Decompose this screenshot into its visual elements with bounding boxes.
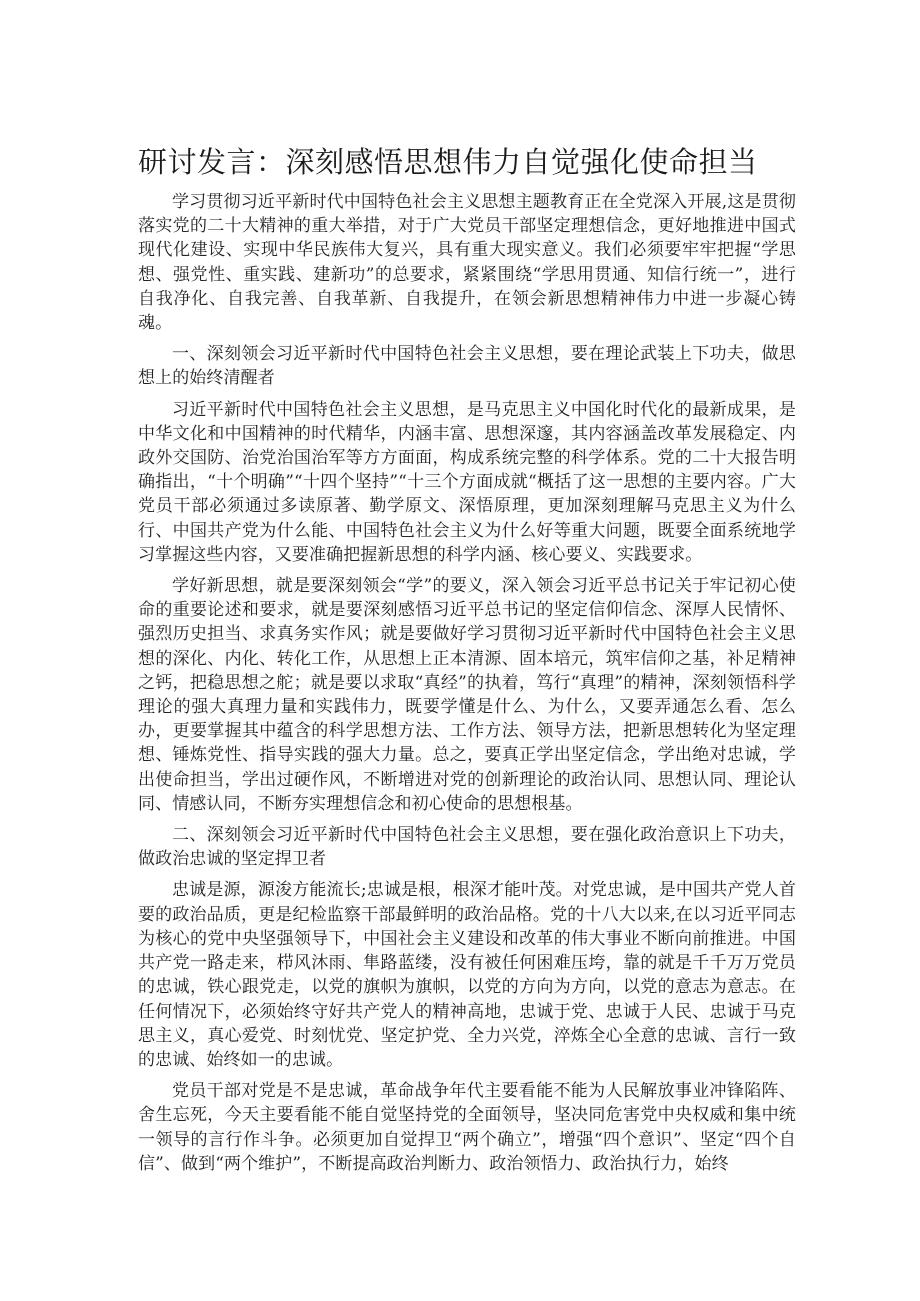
document-body [138,190,796,1183]
section-heading-two: 二、深刻领会习近平新时代中国特色社会主义思想，要在强化政治意识上下功夫，做政治忠诚的坚定捍卫者 [138,825,796,870]
paragraph: 习近平新时代中国特色社会主义思想，是马克思主义中国化时代化的最新成果，是中华文化和中国精神的时代精华，内涵丰富、思想深邃，其内容涵盖改革发展稳定、内政外交国防、治党治国治军等方方面面，构成系统完整的科学体系。党的二十大报告明确指出，“十个明确”“十四个坚持”“十三个方面成就“概括了这一思想的主要内容。广大党员干部必须通过多读原著、勤学原文、深悟原理，更加深刻理解马克思主义为什么行、中国共产党为什么能、中国特色社会主义为什么好等重大问题，既要全面系统地学习掌握这些内容，又要准确把握新思想的科学内涵、核心要义、实践要求。 [138,399,796,565]
document-title: 研讨发言：深刻感悟思想伟力自觉强化使命担当 [138,145,758,179]
paragraph: 学好新思想，就是要深刻领会“学”的要义，深入领会习近平总书记关于牢记初心使命的重要论述和要求，就是要深刻感悟习近平总书记的坚定信仰信念、深厚人民情怀、强烈历史担当、求真务实作风；就是要做好学习贯彻习近平新时代中国特色社会主义思想的深化、内化、转化工作，从思想上正本清源、固本培元，筑牢信仰之基，补足精神之钙，把稳思想之舵；就是要以求取“真经”的执着，笃行“真理”的精神，深刻领悟科学理论的强大真理力量和实践伟力，既要学懂是什么、为什么，又要弄通怎么看、怎么办，更要掌握其中蕴含的科学思想方法、工作方法、领导方法，把新思想转化为坚定理想、锤炼党性、指导实践的强大力量。总之，要真正学出坚定信念，学出绝对忠诚，学出使命担当，学出过硬作风，不断增进对党的创新理论的政治认同、思想认同、理论认同、情感认同，不断夯实理想信念和初心使命的思想根基。 [138,576,796,814]
paragraph-intro: 学习贯彻习近平新时代中国特色社会主义思想主题教育正在全党深入开展,这是贯彻落实党的二十大精神的重大举措，对于广大党员干部坚定理想信念，更好地推进中国式现代化建设、实现中华民族伟大复兴，具有重大现实意义。我们必须要牢牢把握“学思想、强党性、重实践、建新功”的总要求，紧紧围绕“学思用贯通、知信行统一”，进行自我净化、自我完善、自我革新、自我提升，在领会新思想精神伟力中进一步凝心铸魂。 [138,192,796,334]
paragraph: 忠诚是源，源浚方能流长;忠诚是根，根深才能叶茂。对党忠诚，是中国共产党人首要的政治品质，更是纪检监察干部最鲜明的政治品格。党的十八大以来,在以习近平同志为核心的党中央坚强领导下，中国社会主义建设和改革的伟大事业不断向前推进。中国共产党一路走来，栉风沐雨、隼路蓝缕，没有被任何困难压垮，靠的就是千千万万党员的忠诚，铁心跟党走，以党的旗帜为旗帜，以党的方向为方向，以党的意志为意志。在任何情况下，必须始终守好共产党人的精神高地，忠诚于党、忠诚于人民、忠诚于马克思主义，真心爱党、时刻忧党、坚定护党、全力兴党，淬炼全心全意的忠诚、言行一致的忠诚、始终如一的忠诚。 [138,880,796,1070]
paragraph: 党员干部对党是不是忠诚，革命战争年代主要看能不能为人民解放事业冲锋陷阵、舍生忘死，今天主要看能不能自觉坚持党的全面领导，坚决同危害党中央权威和集中统一领导的言行作斗争。必须更加自觉捍卫“两个确立”，增强“四个意识”、坚定“四个自信”、做到“两个维护”，不断提高政治判断力、政治领悟力、政治执行力，始终 [138,1081,796,1174]
section-heading-one: 一、深刻领会习近平新时代中国特色社会主义思想，要在理论武装上下功夫，做思想上的始终清醒者 [138,344,796,389]
